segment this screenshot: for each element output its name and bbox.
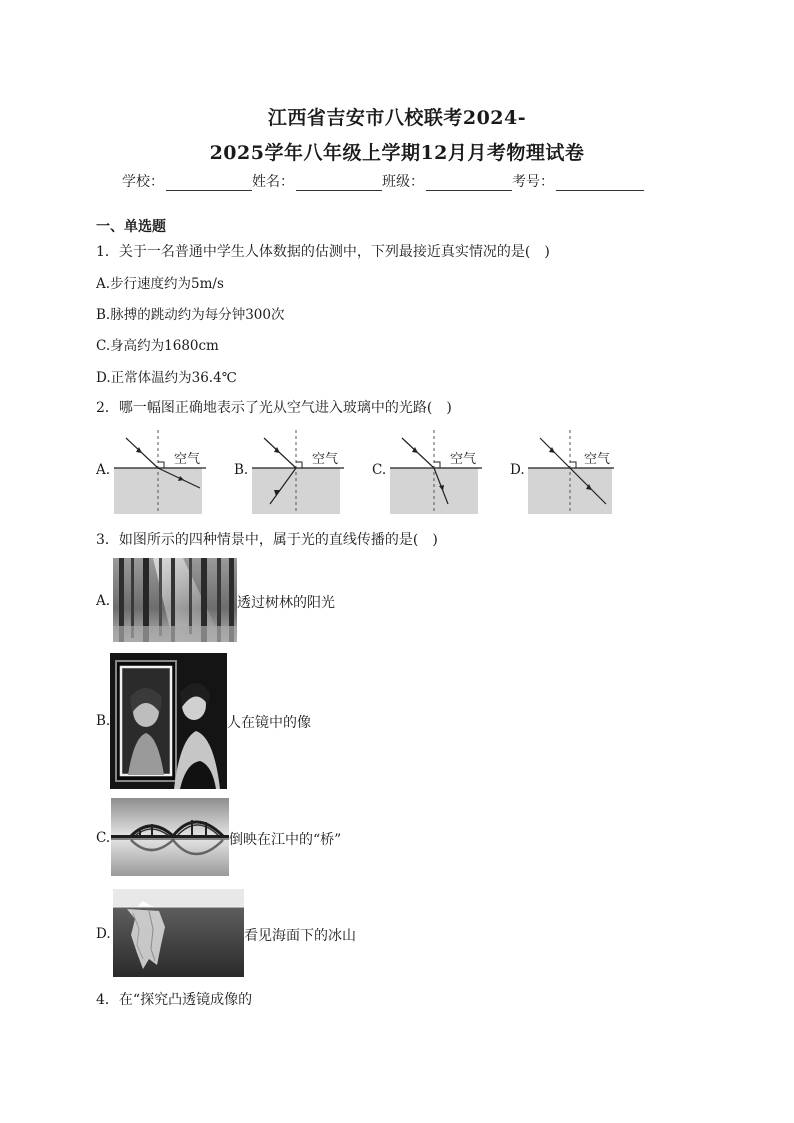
refraction-diagram-a <box>112 428 224 520</box>
q2-diagram-row <box>96 428 636 520</box>
q3-option-d-letter: D. <box>96 926 111 942</box>
q1-option-a[interactable]: A.步行速度约为5m/s <box>96 276 224 292</box>
student-info-row <box>122 171 644 191</box>
class-blank[interactable] <box>426 176 512 191</box>
q2-diagram-a[interactable] <box>96 428 226 520</box>
refraction-diagram-b <box>250 428 362 520</box>
school-blank[interactable] <box>166 176 252 191</box>
q2-diagram-c[interactable] <box>372 428 502 520</box>
q3-option-a-caption: 透过树林的阳光 <box>237 595 335 611</box>
q2-diagram-b[interactable] <box>234 428 364 520</box>
school-label: 学校： <box>122 174 164 190</box>
question-1-stem: 1．关于一名普通中学生人体数据的估测中，下列最接近真实情况的是( ) <box>96 244 550 260</box>
q3-option-d-caption: 看见海面下的冰山 <box>244 928 356 944</box>
class-label: 班级： <box>382 174 424 190</box>
question-4-stem: 4．在“探究凸透镜成像的 <box>96 992 253 1008</box>
forest-sunlight-photo <box>113 558 237 642</box>
section-title: 一、单选题 <box>96 219 166 235</box>
bridge-reflection-photo <box>111 798 229 876</box>
q2-diagram-b-medium-label: 空气 <box>312 452 339 467</box>
exam-title-line-2: 2025学年八年级上学期12月月考物理试卷 <box>209 142 585 164</box>
name-label: 姓名： <box>252 174 294 190</box>
refraction-diagram-d <box>526 428 638 520</box>
q2-diagram-a-letter: A. <box>96 462 111 478</box>
name-blank[interactable] <box>296 176 382 191</box>
q2-diagram-d-medium-label: 空气 <box>584 452 611 467</box>
iceberg-underwater-photo <box>113 889 244 977</box>
q1-option-b[interactable]: B.脉搏的跳动约为每分钟300次 <box>96 307 285 323</box>
q2-diagram-b-letter: B. <box>234 462 249 478</box>
q2-diagram-c-letter: C. <box>372 462 387 478</box>
exam-title-line-1: 江西省吉安市八校联考2024- <box>267 107 527 129</box>
q1-option-d[interactable]: D.正常体温约为36.4℃ <box>96 370 237 386</box>
question-3-stem: 3．如图所示的四种情景中，属于光的直线传播的是( ) <box>96 532 438 548</box>
q2-diagram-d-letter: D. <box>510 462 525 478</box>
q3-option-b-letter: B. <box>96 713 111 729</box>
q3-option-a-letter: A. <box>96 593 111 609</box>
q2-diagram-c-medium-label: 空气 <box>450 452 477 467</box>
q3-option-b-caption: 人在镜中的像 <box>227 715 311 731</box>
q2-diagram-a-medium-label: 空气 <box>174 452 201 467</box>
q2-diagram-d[interactable] <box>510 428 640 520</box>
exam-number-label: 考号： <box>512 174 554 190</box>
refraction-diagram-c <box>388 428 500 520</box>
question-2-stem: 2．哪一幅图正确地表示了光从空气进入玻璃中的光路( ) <box>96 400 452 416</box>
q1-option-c[interactable]: C.身高约为1680cm <box>96 338 219 354</box>
mirror-portrait-photo <box>110 653 227 789</box>
q3-option-c-letter: C. <box>96 830 111 846</box>
q3-option-c-caption: 倒映在江中的“桥” <box>229 832 342 848</box>
exam-number-blank[interactable] <box>556 176 644 191</box>
